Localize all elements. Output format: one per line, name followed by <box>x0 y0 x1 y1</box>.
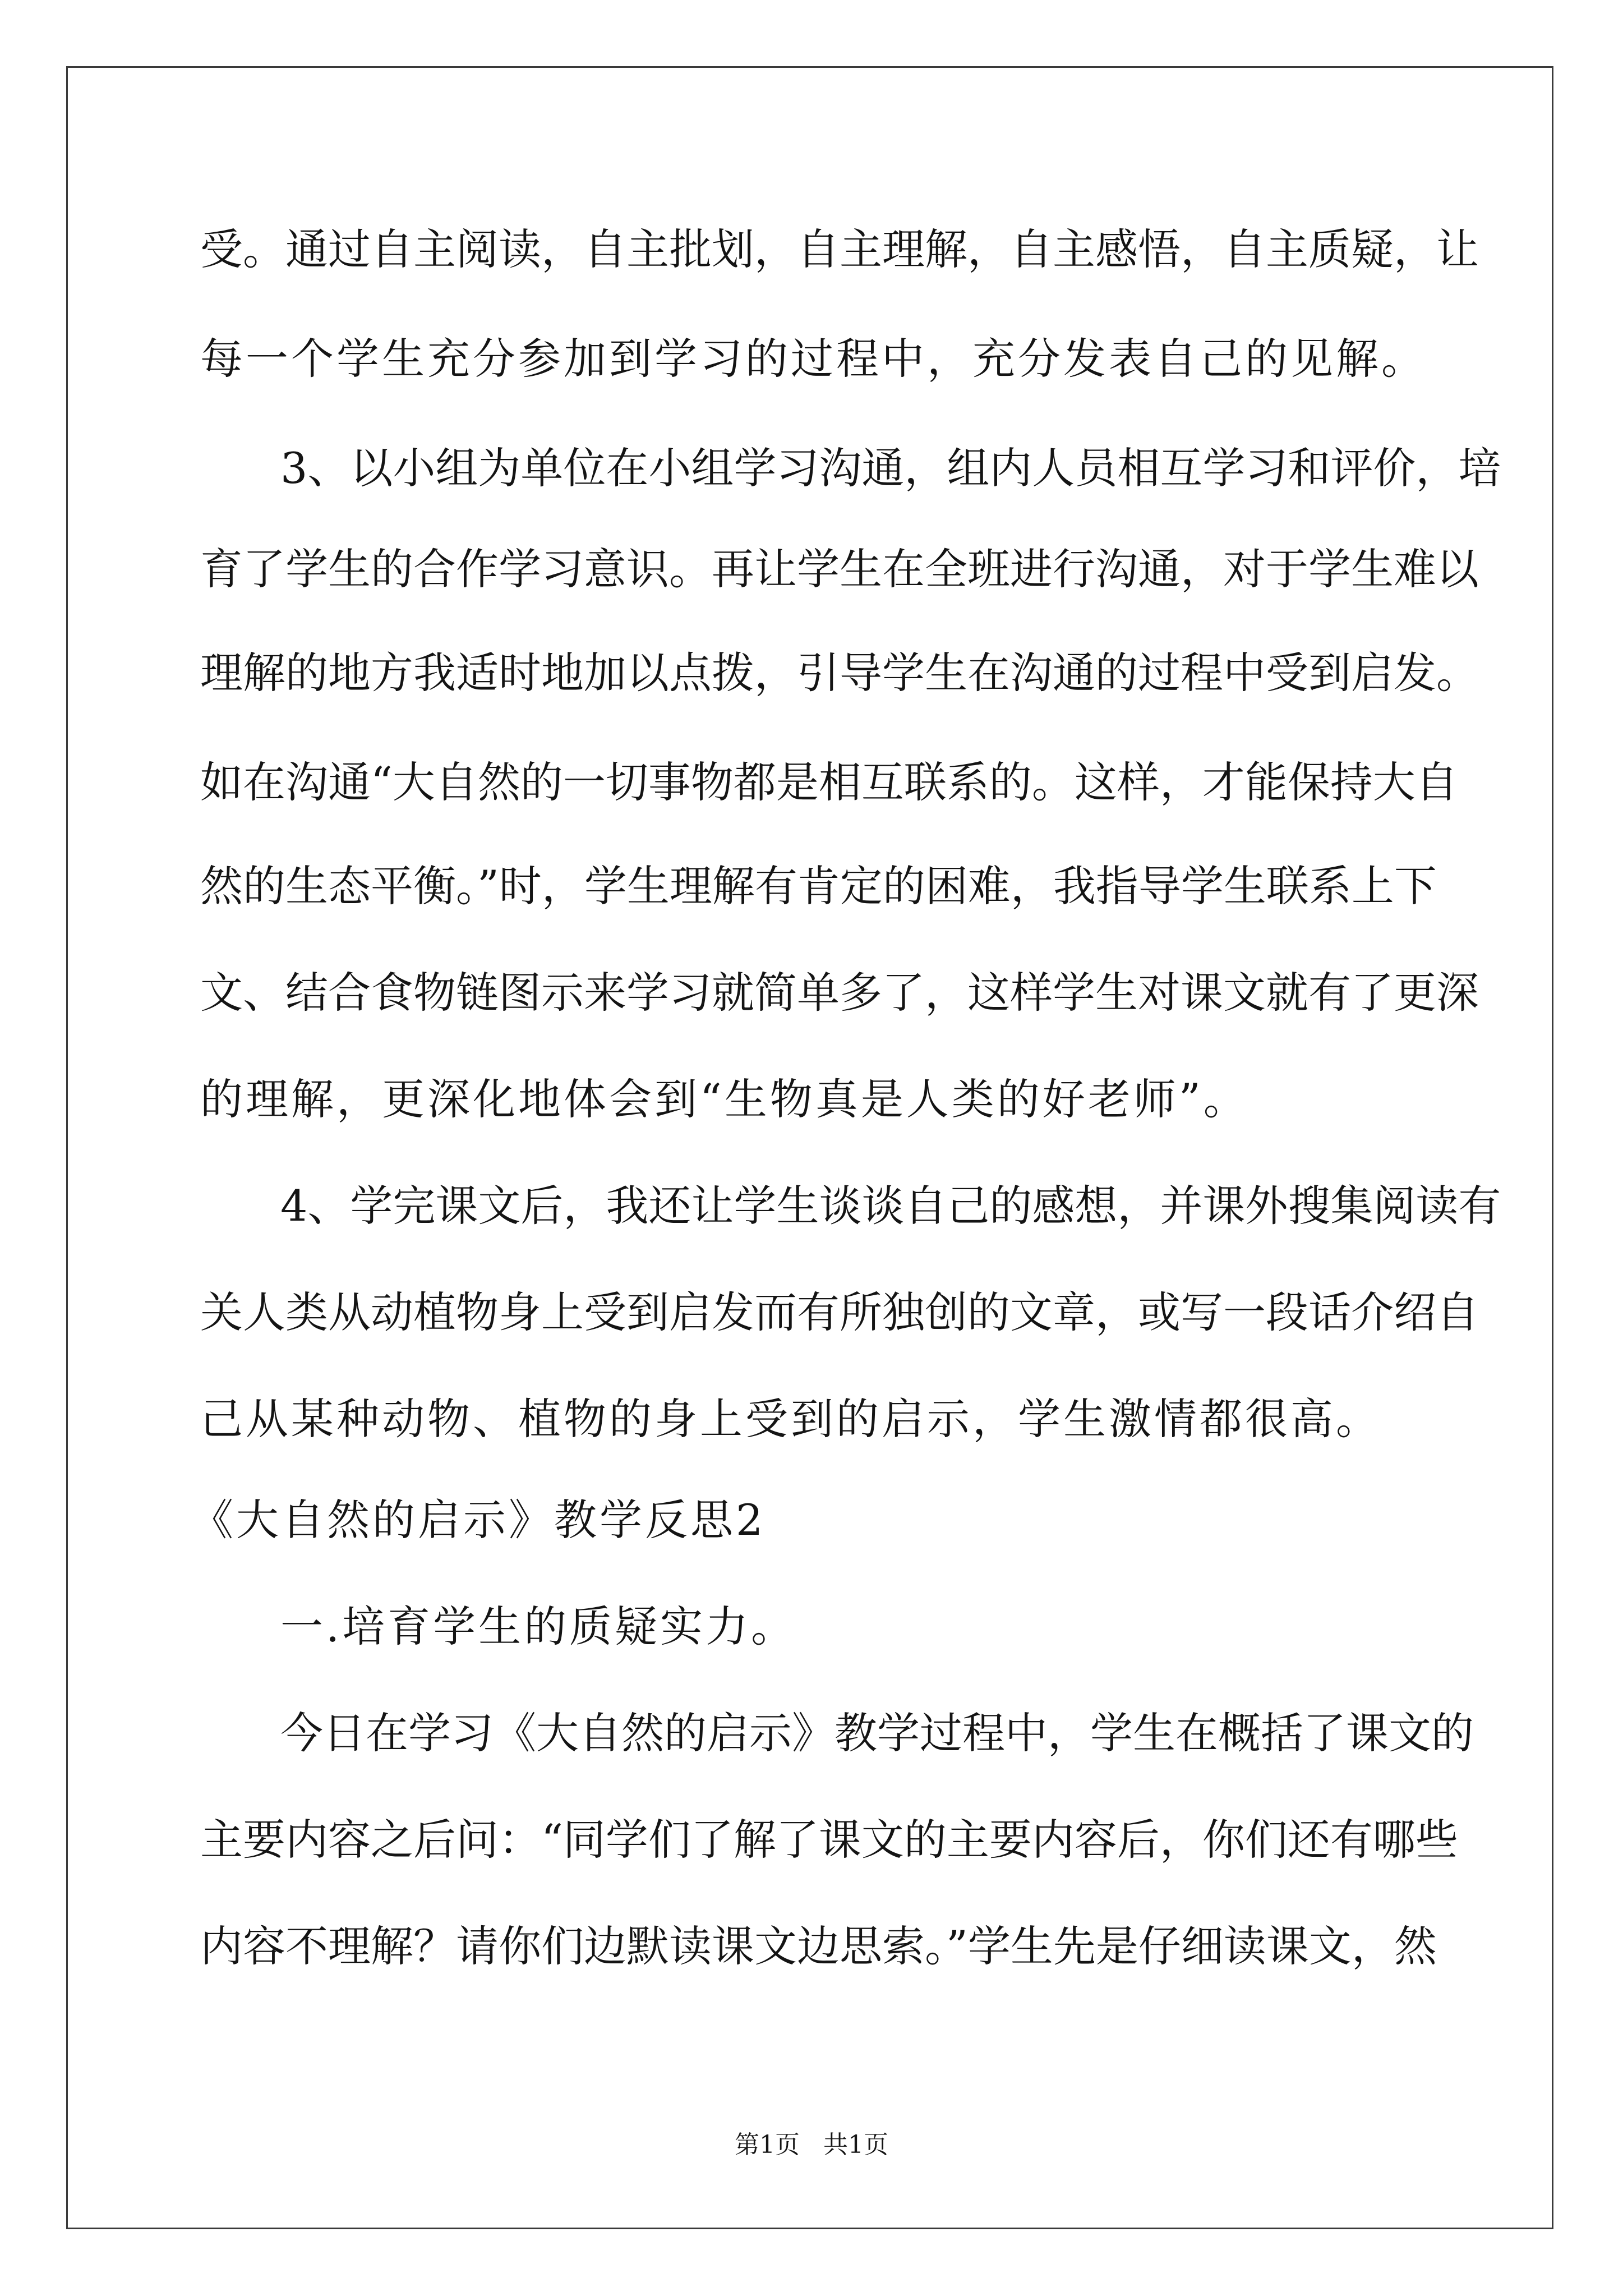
text-line-12: 己从某种动物、植物的身上受到的启示，学生激情都很高。 <box>200 1394 1381 1444</box>
page-border <box>66 66 1553 2229</box>
text-line-17: 内容不理解？请你们边默读课文边思索。”学生先是仔细读课文，然 <box>200 1921 1437 1971</box>
text-line-16: 主要内容之后问：“同学们了解了课文的主要内容后，你们还有哪些 <box>200 1815 1458 1865</box>
text-line-10: 4、学完课文后，我还让学生谈谈自己的感想，并课外搜集阅读有 <box>280 1181 1501 1231</box>
section-heading: 《大自然的启示》教学反思2 <box>191 1495 766 1545</box>
text-line-9: 的理解，更深化地体会到“生物真是人类的好老师”。 <box>200 1074 1249 1124</box>
text-line-15: 今日在学习《大自然的启示》教学过程中，学生在概括了课文的 <box>280 1708 1474 1758</box>
text-line-6: 如在沟通“大自然的一切事物都是相互联系的。这样，才能保持大自 <box>200 757 1458 807</box>
page-footer: 第1页 共1页 <box>735 2131 888 2159</box>
text-line-7: 然的生态平衡。”时，学生理解有肯定的困难，我指导学生联系上下 <box>200 861 1437 911</box>
text-line-11: 关人类从动植物身上受到启发而有所独创的文章，或写一段话介绍自 <box>200 1287 1479 1337</box>
text-line-5: 理解的地方我适时地加以点拨，引导学生在沟通的过程中受到启发。 <box>200 648 1479 698</box>
text-line-8: 文、结合食物链图示来学习就简单多了，这样学生对课文就有了更深 <box>200 968 1479 1018</box>
text-line-2: 每一个学生充分参加到学习的过程中，充分发表自己的见解。 <box>200 334 1427 384</box>
text-line-3: 3、以小组为单位在小组学习沟通，组内人员相互学习和评价，培 <box>280 443 1501 493</box>
text-line-14: 一.培育学生的质疑实力。 <box>280 1602 797 1651</box>
text-line-4: 育了学生的合作学习意识。再让学生在全班进行沟通，对于学生难以 <box>200 544 1479 594</box>
text-line-1: 受。通过自主阅读，自主批划，自主理解，自主感悟，自主质疑，让 <box>200 224 1479 274</box>
